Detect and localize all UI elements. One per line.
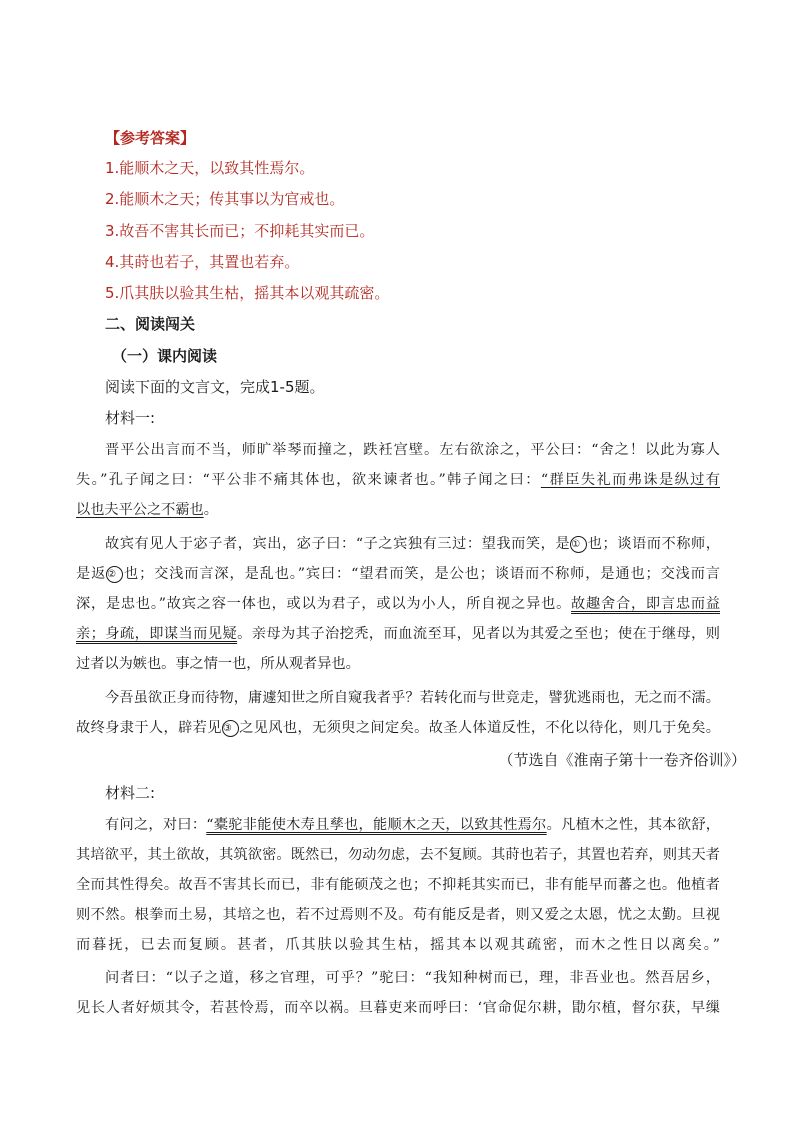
material1-label: 材料一: [105,409,156,427]
reading-instruction: 阅读下面的文言文，完成1-5题。 [105,378,325,396]
material2-line: 见长人者好烦其令，若甚怜焉，而卒以祸。旦暮吏来而呼曰：‘官命促尔耕，勖尔植，督尔获，早缫 [76,1000,720,1016]
text-run: 故终身隶于人，辟若见 [76,720,222,736]
underlined-sentence: 以也夫平公之不霸也 [76,502,204,518]
text-run: 。 [203,502,218,518]
material2-line: 其培欲平，其土欲故，其筑欲密。既然已，勿动勿虑，去不复顾。其莳也若子，其置也若弃，则其天者 [76,847,720,863]
text-run: 。凡植木之性，其本欲舒， [546,817,720,833]
material1-line [76,470,720,490]
blank-marker-1: ① [570,536,587,553]
answer-item-2: 2.能顺木之天；传其事以为官戒也。 [105,190,345,208]
material2-line: 全而其性得矣。故吾不害其长而已，非有能硕茂之也；不抑耗其实而已，非有能早而蕃之也。他植者 [76,877,720,893]
material1-line [76,500,218,520]
material1-line [76,594,720,614]
section-subtitle: （一）课内阅读 [112,347,218,365]
material2-line: 而暮抚，已去而复顾。甚者，爪其肤以验其生枯，摇其本以观其疏密，而木之性日以离矣。” [76,937,720,953]
text-run: 也；谈语而不称师， [587,536,720,552]
material1-line [76,564,720,584]
material2-label: 材料二: [105,784,156,802]
answers-heading: 【参考答案】 [105,129,196,147]
text-run: 。亲母为其子治挖秃，而血流至耳，见者以为其爱之至也；使在于继母，则 [237,626,720,642]
blank-marker-2: ② [106,566,123,583]
material1-line: 过者以为嫉也。事之情一也，所从观者异也。 [76,656,360,672]
answer-item-4: 4.其莳也若子，其置也若弃。 [105,253,300,271]
material2-line [105,815,720,835]
underlined-sentence: “橐驼非能使木寿且孳也，能顺木之天，以致其性焉尔 [206,817,547,833]
text-run: 也；交浅而言深，是乱也。”宾曰：“望君而笑，是公也；谈语而不称师，是通也；交浅而言 [123,566,720,582]
material1-line: 今吾虽欲正身而待物，庸遽知世之所自窥我者乎？若转化而与世竞走，譬犹逃雨也，无之而不濡。 [105,690,720,706]
material2-line: 问者曰：“以子之道，移之官理，可乎？”驼曰：“我知种树而已，理，非吾业也。然吾居乡， [105,970,720,986]
section-title: 二、阅读闯关 [105,315,196,333]
material1-line [105,534,720,554]
answer-item-5: 5.爪其肤以验其生枯，摇其本以观其疏密。 [105,284,390,302]
blank-marker-3: ③ [222,720,239,737]
text-run: 故宾有见人于宓子者，宾出，宓子曰：“子之宾独有三过：望我而笑，是 [105,536,571,552]
source-citation: （节选自《淮南子第十一卷齐俗训》） [498,751,746,769]
text-run: 深，是忠也。”故宾之容一体也，或以为君子，或以为小人，所自视之异也。 [76,596,572,612]
text-run: 有问之，对曰： [105,817,207,833]
answer-item-1: 1.能顺木之天，以致其性焉尔。 [105,159,315,177]
material1-line [76,718,720,738]
underlined-sentence: 故趣舍合，即言忠而益 [571,596,720,612]
text-run: 是返 [76,566,107,582]
material1-line: 晋平公出言而不当，师旷举琴而撞之，跌衽宫壁。左右欲涂之，平公曰：“舍之！以此为寡人 [105,442,720,458]
answer-item-3: 3.故吾不害其长而已；不抑耗其实而已。 [105,222,375,240]
material2-line: 则不然。根拳而土易，其培之也，若不过焉则不及。苟有能反是者，则又爱之太恩，忧之太勤。旦视 [76,907,720,923]
underlined-sentence: 亲；身疏，即谋当而见疑 [76,626,238,642]
text-run: 失。”孔子闻之曰：“平公非不痛其体也，欲来谏者也。”韩子闻之曰： [76,472,541,488]
underlined-sentence: “群臣失礼而弗诛是纵过有 [540,472,720,488]
material1-line [76,624,720,644]
text-run: 之见风也，无须臾之间定矣。故圣人体道反性，不化以待化，则几于免矣。 [238,720,720,736]
